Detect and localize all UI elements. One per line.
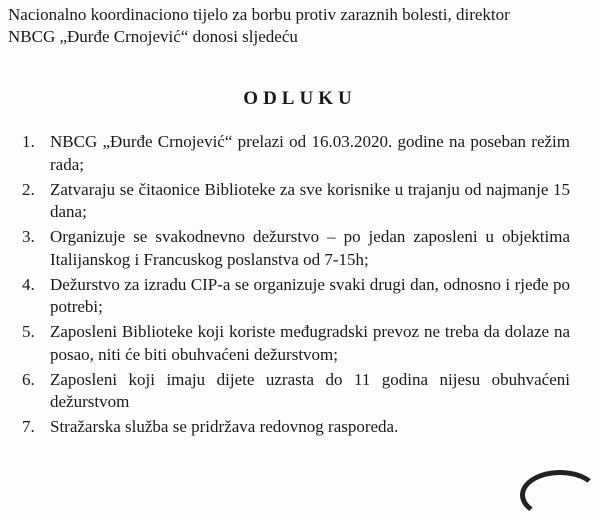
item-number: 3. (22, 227, 35, 246)
item-text: Stražarska služba se pridržava redovnog rasporeda. (50, 417, 399, 436)
document-title: ODLUKU (243, 88, 357, 109)
item-text: Zaposleni Biblioteke koji koriste međugradski prevoz ne treba da dolaze na posao, niti će biti obuhvaćeni dežurstvom; (50, 322, 570, 364)
list-item (0, 226, 570, 271)
item-number: 1. (22, 132, 35, 151)
item-number: 2. (22, 179, 35, 199)
item-text: Organizuje se svakodnevno dežurstvo – po jedan zaposleni u objektima Italijanskog i Francuskog poslanstva od 7-15h; (50, 227, 570, 269)
item-text: Zatvaraju se čitaonice Biblioteke za sve korisnike u trajanju od najmanje 15 dana; (50, 179, 570, 221)
list-item (0, 321, 570, 366)
list-item (0, 131, 570, 176)
intro-paragraph (8, 4, 568, 48)
list-item (0, 416, 570, 439)
stamp-edge-mark (520, 470, 600, 520)
item-text: NBCG „Đurđe Crnojević“ prelazi od 16.03.2020. godine na poseban režim rada; (50, 132, 570, 174)
intro-line: Nacionalno koordinaciono tijelo za borbu protiv zaraznih bolesti, direktor (8, 5, 510, 24)
list-item (0, 369, 570, 414)
item-number: 7. (22, 417, 35, 436)
item-number: 5. (22, 322, 35, 341)
item-number: 4. (22, 274, 35, 294)
decision-list (0, 131, 570, 441)
intro-line: NBCG „Đurđe Crnojević“ donosi sljedeću (8, 27, 298, 46)
item-number: 6. (22, 369, 35, 389)
item-text: Zaposleni koji imaju dijete uzrasta do 11 godina nijesu obuhvaćeni dežurstvom (50, 369, 570, 411)
list-item (0, 274, 570, 319)
list-item (0, 179, 570, 224)
item-text: Dežurstvo za izradu CIP-a se organizuje svaki drugi dan, odnosno i rjeđe po potrebi; (50, 274, 570, 316)
